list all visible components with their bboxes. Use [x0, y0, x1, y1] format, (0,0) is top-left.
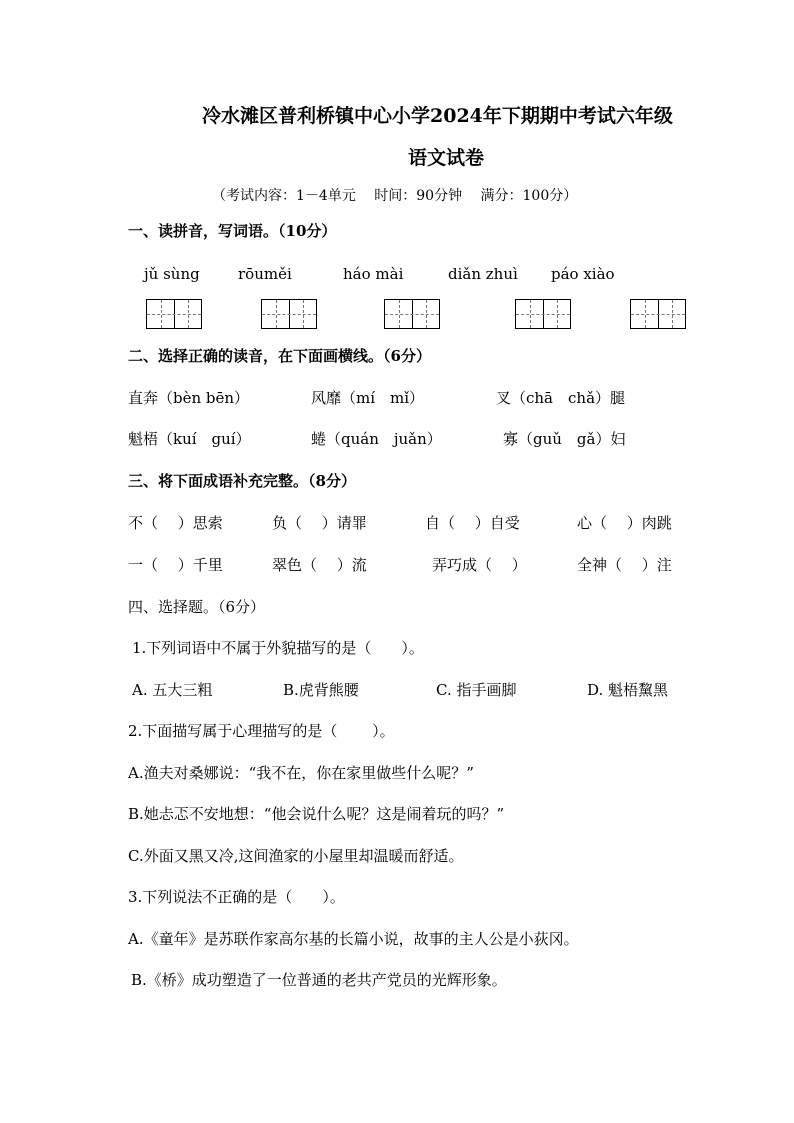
pinyin-5: páo xiào [551, 265, 615, 283]
exam-subtitle: 语文试卷 [408, 147, 485, 169]
q3-option-a: A.《童年》是苏联作家高尔基的长篇小说，故事的主人公是小荻冈。 [128, 930, 579, 948]
q1-option-c: C. 指手画脚 [436, 681, 517, 699]
question-2: 2.下面描写属于心理描写的是（ ）。 [128, 722, 395, 740]
section2-heading: 二、选择正确的读音，在下面画横线。（6分） [128, 347, 431, 365]
idiom-item: 翠色（ ）流 [272, 556, 367, 574]
pronunciation-item: 寡（guǔ gǎ）妇 [503, 430, 626, 448]
pronunciation-item: 直奔（bèn bēn） [128, 389, 250, 407]
writing-grid-3[interactable] [384, 299, 440, 329]
writing-grid-4[interactable] [515, 299, 571, 329]
pronunciation-item: 魁梧（kuí guí） [128, 430, 251, 448]
writing-grid-1[interactable] [146, 299, 202, 329]
idiom-item: 全神（ ）注 [577, 556, 672, 574]
q2-option-b: B.她忐忑不安地想：“他会说什么呢？这是闹着玩的吗？” [128, 805, 505, 823]
writing-grid-2[interactable] [261, 299, 317, 329]
idiom-item: 一（ ）千里 [128, 556, 223, 574]
pronunciation-item: 蜷（quán juǎn） [311, 430, 442, 448]
q2-option-a: A.渔夫对桑娜说：“我不在，你在家里做些什么呢？” [128, 764, 474, 782]
exam-info: （考试内容：1－4单元 时间：90分钟 满分：100分） [212, 188, 578, 204]
idiom-item: 心（ ）肉跳 [577, 514, 672, 532]
section1-heading: 一、读拼音，写词语。（10分） [128, 222, 337, 240]
pinyin-4: diǎn zhuì [448, 265, 518, 283]
pronunciation-item: 叉（chā chǎ）腿 [496, 389, 626, 407]
q3-option-b: B.《桥》成功塑造了一位普通的老共产党员的光辉形象。 [131, 971, 507, 989]
q1-option-b: B.虎背熊腰 [283, 681, 359, 699]
writing-grid-5[interactable] [630, 299, 686, 329]
pinyin-1: jǔ sùng [144, 265, 200, 283]
q2-option-c: C.外面又黑又冷,这间渔家的小屋里却温暖而舒适。 [128, 847, 464, 865]
exam-title: 冷水滩区普利桥镇中心小学2024年下期期中考试六年级 [202, 105, 673, 127]
q1-option-d: D. 魁梧黧黑 [587, 681, 669, 699]
idiom-item: 弄巧成（ ） [432, 556, 527, 574]
section4-heading: 四、选择题。（6分） [128, 598, 266, 616]
pronunciation-item: 风靡（mí mǐ） [311, 389, 425, 407]
question-1: 1.下列词语中不属于外貌描写的是（ ）。 [132, 639, 424, 657]
section3-heading: 三、将下面成语补充完整。（8分） [128, 472, 356, 490]
pinyin-3: háo mài [343, 265, 404, 283]
idiom-item: 负（ ）请罪 [272, 514, 367, 532]
idiom-item: 不（ ）思索 [128, 514, 223, 532]
idiom-item: 自（ ）自受 [425, 514, 520, 532]
pinyin-2: rōuměi [238, 265, 292, 283]
q1-option-a: A. 五大三粗 [132, 681, 213, 699]
question-3: 3.下列说法不正确的是（ ）。 [128, 888, 345, 906]
